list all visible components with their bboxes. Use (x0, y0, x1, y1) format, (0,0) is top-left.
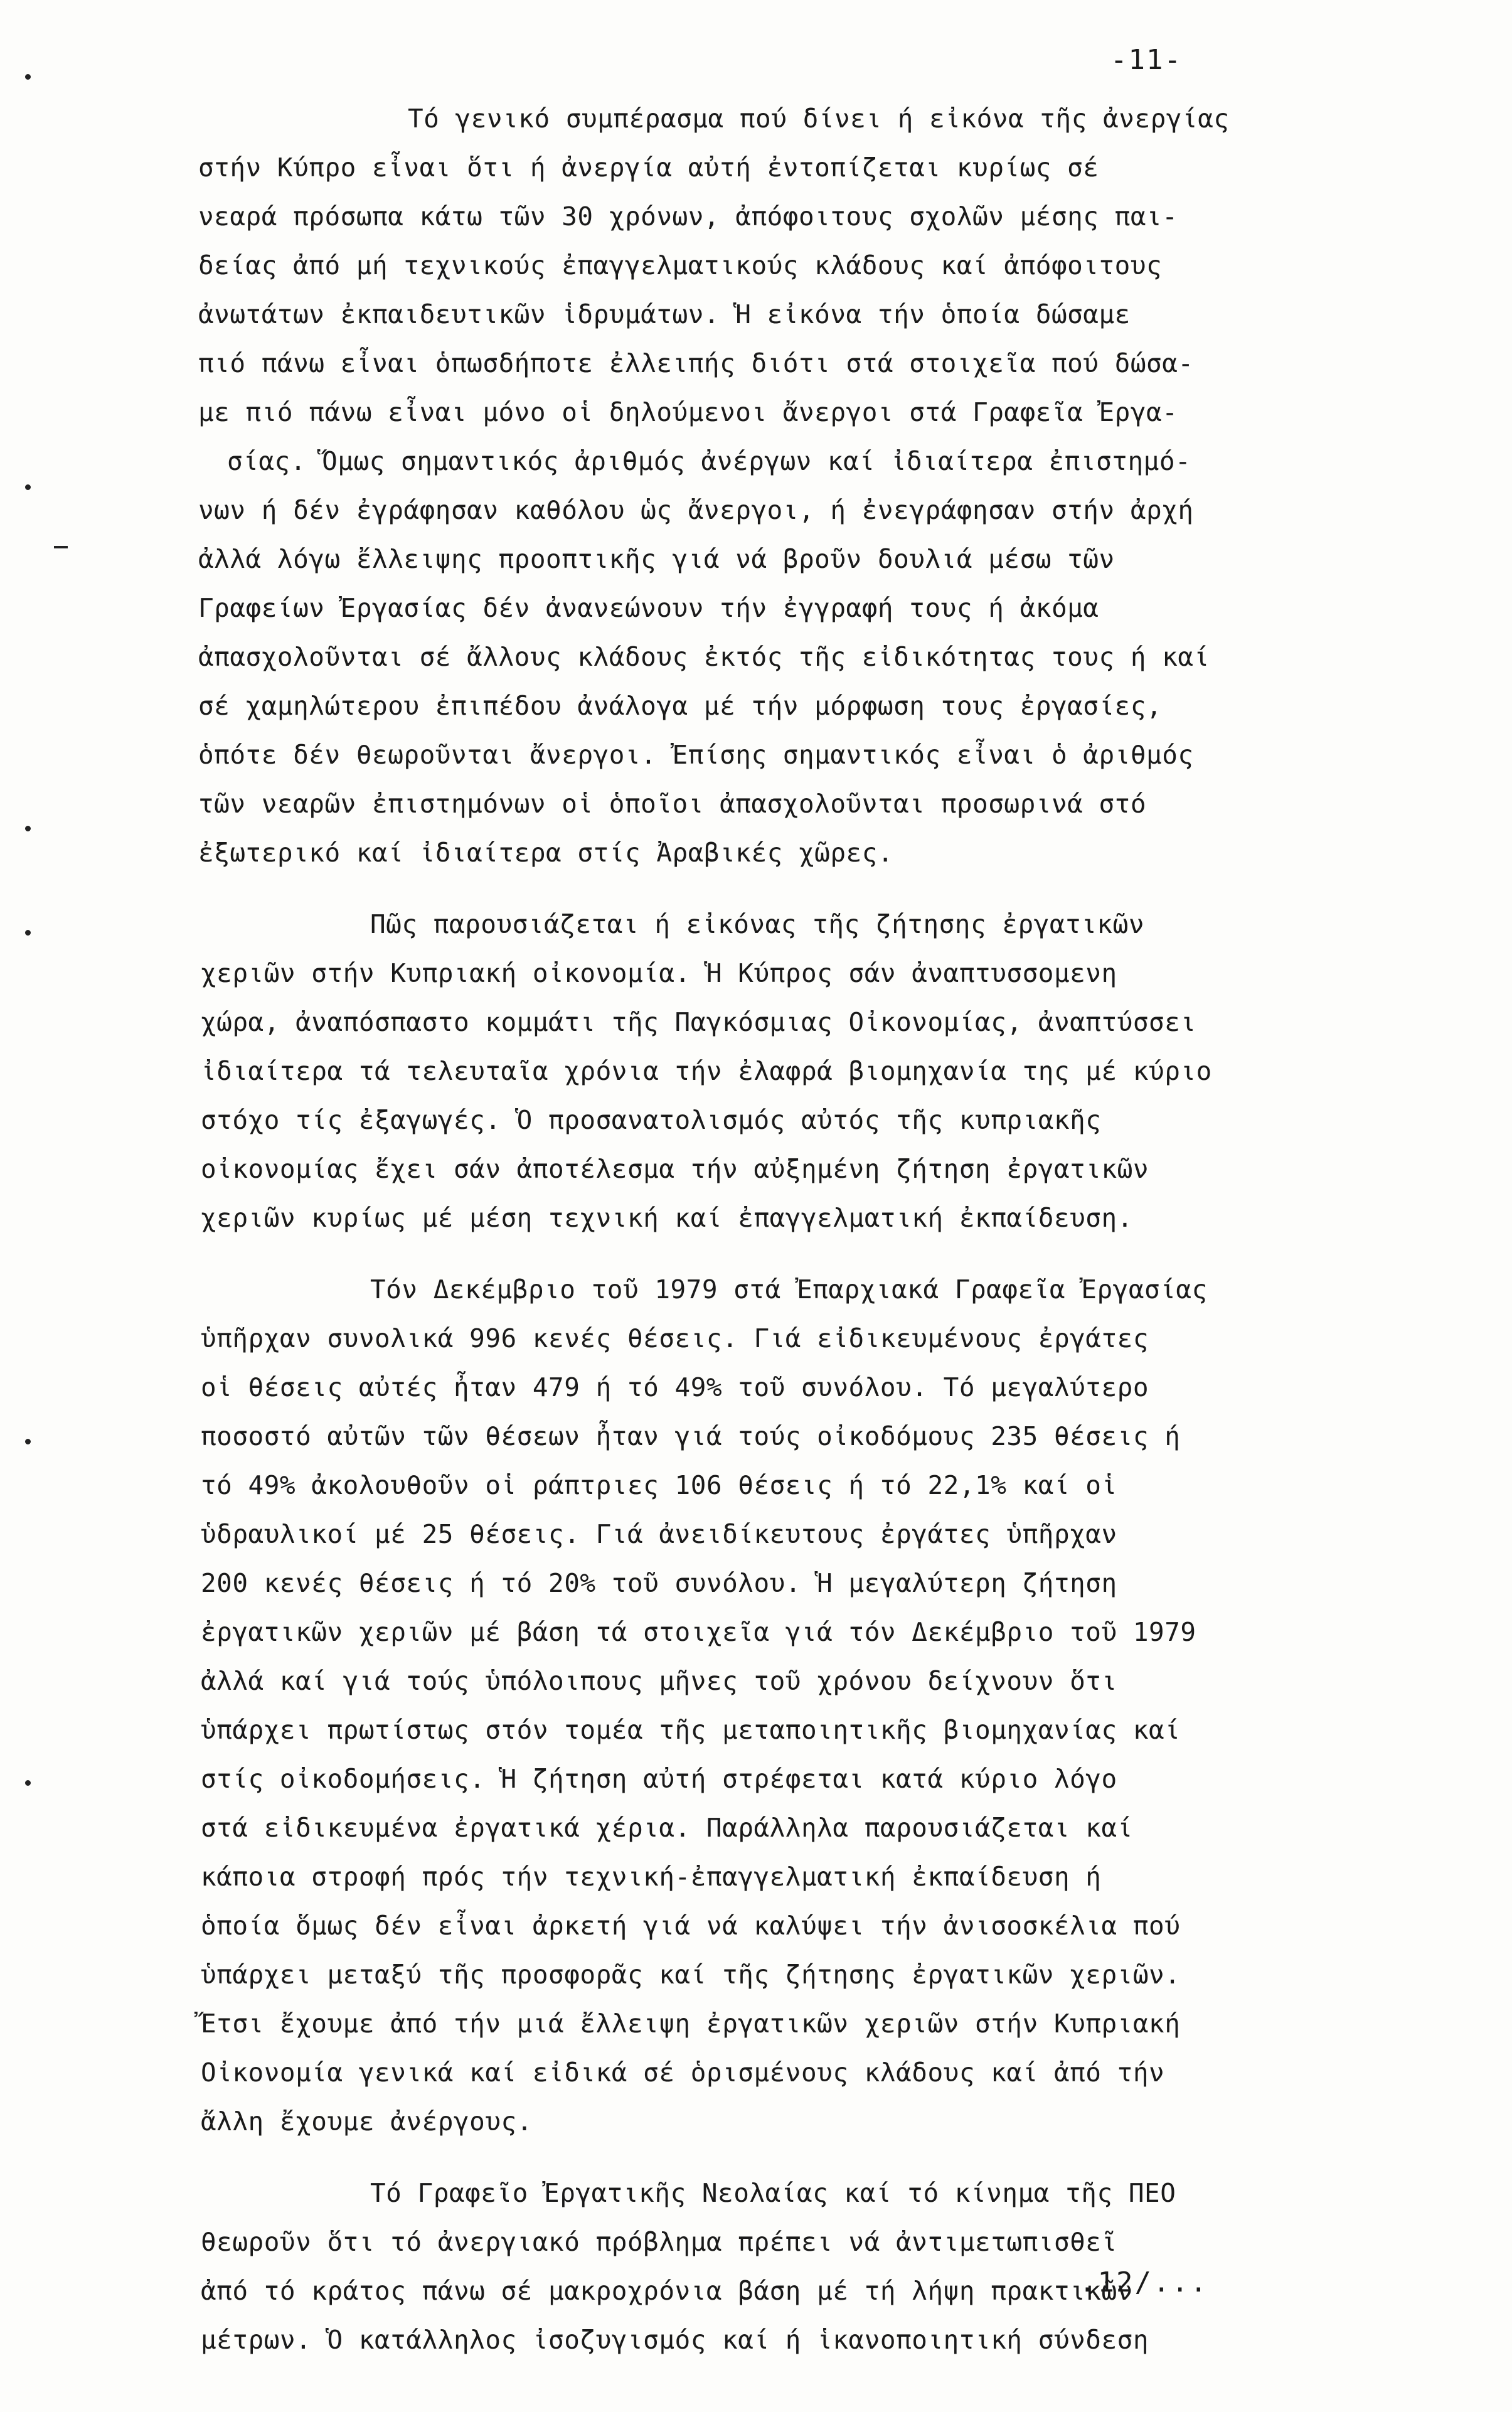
text-line: ὑπάρχει πρωτίστως στόν τομέα τῆς μεταποιητικῆς βιομηχανίας καί (201, 1715, 1181, 1745)
text-line: ὑπάρχει μεταξύ τῆς προσφορᾶς καί τῆς ζήτησης ἐργατικῶν χεριῶν. (201, 1960, 1181, 1990)
paragraph-gap (201, 1242, 1443, 1265)
text-line: κάποια στροφή πρός τήν τεχνική-ἐπαγγελματική ἐκπαίδευση ή (201, 1862, 1102, 1892)
text-line: οἱ θέσεις αὐτές ἦταν 479 ή τό 49% τοῦ συνόλου. Τό μεγαλύτερο (201, 1372, 1149, 1402)
text-line: στήν Κύπρο εἶναι ὅτι ή ἀνεργία αὐτή ἐντοπίζεται κυρίως σέ (198, 152, 1099, 183)
text-line: ἐργατικῶν χεριῶν μέ βάση τά στοιχεῖα γιά τόν Δεκέμβριο τοῦ 1979 (201, 1617, 1196, 1647)
text-line: οἰκονομίας ἔχει σάν ἀποτέλεσμα τήν αὐξημένη ζήτηση ἐργατικῶν (201, 1154, 1149, 1184)
text-line: χεριῶν στήν Κυπριακή οἰκονομία. Ἡ Κύπρος σάν ἀναπτυσσομενη (201, 958, 1117, 988)
margin-dot (25, 930, 31, 936)
text-line: χώρα, ἀναπόσπαστο κομμάτι τῆς Παγκόσμιας Οἰκονομίας, ἀναπτύσσει (201, 1007, 1196, 1037)
text-line: τῶν νεαρῶν ἐπιστημόνων οἱ ὁποῖοι ἀπασχολοῦνται προσωρινά στό (198, 789, 1147, 819)
text-line: 200 κενές θέσεις ή τό 20% τοῦ συνόλου. Ἡ μεγαλύτερη ζήτηση (201, 1568, 1117, 1598)
text-line: με πιό πάνω εἶναι μόνο οἱ δηλούμενοι ἄνεργοι στά Γραφεῖα Ἐργα- (198, 397, 1178, 427)
text-line: στόχο τίς ἐξαγωγές. Ὁ προσανατολισμός αὐτός τῆς κυπριακῆς (201, 1105, 1102, 1135)
text-line: μέτρων. Ὁ κατάλληλος ἰσοζυγισμός καί ή ἱκανοποιητική σύνδεση (201, 2325, 1149, 2355)
margin-dash (54, 546, 68, 548)
text-line: Πῶς παρουσιάζεται ή εἰκόνας τῆς ζήτησης ἐργατικῶν (370, 909, 1145, 939)
text-line: στά εἰδικευμένα ἐργατικά χέρια. Παράλληλα παρουσιάζεται καί (201, 1813, 1133, 1843)
text-line: στίς οἰκοδομήσεις. Ἡ ζήτηση αὐτή στρέφεται κατά κύριο λόγο (201, 1764, 1117, 1794)
margin-dot (25, 74, 31, 80)
text-line: Τό Γραφεῖο Ἐργατικῆς Νεολαίας καί τό κίνημα τῆς ΠΕΟ (370, 2178, 1176, 2208)
paragraph-unemployment-picture (201, 94, 1443, 143)
text-line: ποσοστό αὐτῶν τῶν θέσεων ἦταν γιά τούς οἰκοδόμους 235 θέσεις ή (201, 1421, 1181, 1451)
text-line: Γραφείων Ἐργασίας δέν ἀνανεώνουν τήν ἐγγραφή τους ή ἀκόμα (198, 593, 1099, 623)
paragraph-gap (201, 2146, 1443, 2169)
margin-dot (25, 1439, 31, 1444)
text-line: ἰδιαίτερα τά τελευταῖα χρόνια τήν ἐλαφρά βιομηχανία της μέ κύριο (201, 1056, 1212, 1086)
continuation-marker: .12/... (1079, 2266, 1209, 2298)
text-line: χεριῶν κυρίως μέ μέση τεχνική καί ἐπαγγελματική ἐκπαίδευση. (201, 1203, 1133, 1233)
text-line: Ἔτσι ἔχουμε ἀπό τήν μιά ἔλλειψη ἐργατικῶν χεριῶν στήν Κυπριακή (201, 2009, 1181, 2039)
text-line: Τό γενικό συμπέρασμα πού δίνει ή εἰκόνα τῆς ἀνεργίας (408, 104, 1230, 134)
text-line: ἀλλά λόγω ἔλλειψης προοπτικῆς γιά νά βροῦν δουλιά μέσω τῶν (198, 544, 1115, 574)
text-line: πιό πάνω εἶναι ὁπωσδήποτε ἐλλειπής διότι στά στοιχεῖα πού δώσα- (198, 348, 1194, 378)
text-line: ἐξωτερικό καί ἰδιαίτερα στίς Ἀραβικές χῶρες. (198, 838, 894, 868)
text-line: δείας ἀπό μή τεχνικούς ἐπαγγελματικούς κλάδους καί ἀπόφοιτους (198, 250, 1163, 280)
text-line: ὑπῆρχαν συνολικά 996 κενές θέσεις. Γιά εἰδικευμένους ἐργάτες (201, 1323, 1149, 1353)
margin-dot (25, 1780, 31, 1786)
text-line: ἀνωτάτων ἐκπαιδευτικῶν ἱδρυμάτων. Ἡ εἰκόνα τήν ὁποία δώσαμε (198, 299, 1131, 329)
text-line: ἀπό τό κράτος πάνω σέ μακροχρόνια βάση μέ τή λήψη πρακτικῶν (201, 2276, 1133, 2306)
text-line: θεωροῦν ὅτι τό ἀνεργιακό πρόβλημα πρέπει νά ἀντιμετωπισθεῖ (201, 2227, 1117, 2257)
margin-dot (25, 484, 31, 490)
paragraph-vacancies-1979 (201, 1265, 1443, 2146)
text-line: σέ χαμηλώτερου ἐπιπέδου ἀνάλογα μέ τήν μόρφωση τους ἐργασίες, (198, 691, 1163, 721)
text-line: σίας. Ὅμως σημαντικός ἀριθμός ἀνέργων καί ἰδιαίτερα ἐπιστημό- (227, 446, 1191, 476)
text-line: ὑδραυλικοί μέ 25 θέσεις. Γιά ἀνειδίκευτους ἐργάτες ὑπῆρχαν (201, 1519, 1117, 1549)
text-line: ὁποία ὅμως δέν εἶναι ἀρκετή γιά νά καλύψει τήν ἀνισοσκέλια πού (201, 1911, 1181, 1941)
text-line: νων ή δέν ἐγράφησαν καθόλου ὡς ἄνεργοι, ή ἐνεγράφησαν στήν ἀρχή (198, 495, 1194, 525)
text-line: Τόν Δεκέμβριο τοῦ 1979 στά Ἐπαρχιακά Γραφεῖα Ἐργασίας (370, 1274, 1208, 1305)
text-line: νεαρά πρόσωπα κάτω τῶν 30 χρόνων, ἀπόφοιτους σχολῶν μέσης παι- (198, 201, 1178, 232)
paragraph-unemployment-picture-body (198, 143, 1443, 877)
margin-dot (25, 826, 31, 831)
paragraph-gap (201, 877, 1443, 900)
text-line: ὁπότε δέν θεωροῦνται ἄνεργοι. Ἐπίσης σημαντικός εἶναι ὁ ἀριθμός (198, 740, 1194, 770)
text-line: ἄλλη ἔχουμε ἀνέργους. (201, 2106, 533, 2137)
paragraph-labour-demand (201, 900, 1443, 1242)
text-line: Οἰκονομία γενικά καί εἰδικά σέ ὁρισμένους κλάδους καί ἀπό τήν (201, 2057, 1165, 2088)
text-line: ἀπασχολοῦνται σέ ἄλλους κλάδους ἐκτός τῆς εἰδικότητας τους ή καί (198, 642, 1210, 672)
body-text (198, 94, 1443, 2364)
page-number: -11- (1110, 44, 1182, 76)
text-line: ἀλλά καί γιά τούς ὑπόλοιπους μῆνες τοῦ χρόνου δείχνουν ὅτι (201, 1666, 1117, 1696)
text-line: τό 49% ἀκολουθοῦν οἱ ράπτριες 106 θέσεις ή τό 22,1% καί οἱ (201, 1470, 1117, 1500)
paragraph-peo-position (201, 2169, 1443, 2364)
